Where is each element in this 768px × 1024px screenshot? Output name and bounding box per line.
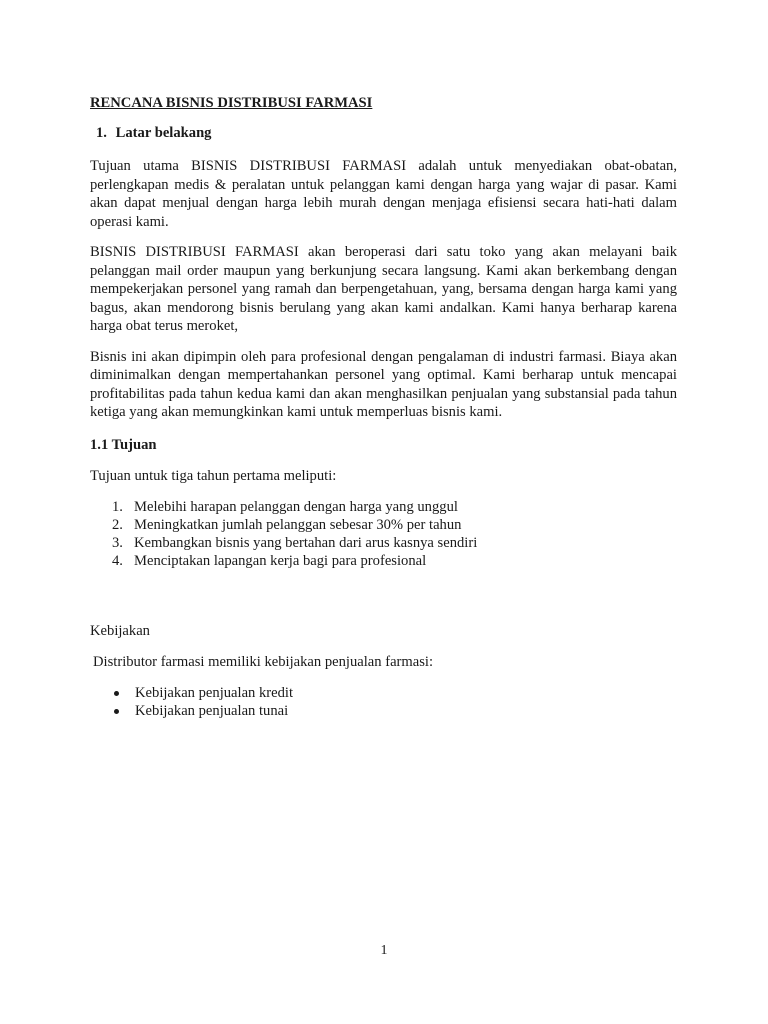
document-body: [90, 94, 677, 720]
list-item: [90, 552, 677, 570]
list-item: [90, 702, 677, 720]
section-heading-text: Latar belakang: [115, 125, 212, 141]
list-item: [90, 534, 677, 552]
policy-heading: Kebijakan: [90, 622, 150, 639]
document-title: RENCANA BISNIS DISTRIBUSI FARMASI: [90, 95, 373, 111]
goals-intro: Tujuan untuk tiga tahun pertama meliputi:: [90, 467, 337, 484]
list-item-text: Menciptakan lapangan kerja bagi para profesional: [134, 552, 427, 569]
section-heading-latar-belakang: [90, 124, 677, 142]
list-item: [90, 684, 677, 702]
list-item: [90, 498, 677, 516]
paragraph: BISNIS DISTRIBUSI FARMASI akan beroperasi dari satu toko yang akan melayani baik pelanggan mail order maupun yang berkunjung secara langsung. Kami akan berkembang dengan mempekerjakan personel yang ramah dan berpengetahuan, yang, bersama dengan harga kami yang bagus, akan mendorong bisnis berulang yang akan kami andalkan. Kami hanya berharap karena harga obat terus meroket,: [90, 244, 677, 334]
section-heading-tujuan: 1.1 Tujuan: [90, 436, 157, 453]
list-item-text: Meningkatkan jumlah pelanggan sebesar 30% per tahun: [134, 516, 462, 533]
list-item-number: 1.: [112, 498, 123, 515]
list-item-text: Kebijakan penjualan kredit: [135, 684, 294, 701]
list-item-number: 2.: [112, 516, 123, 533]
bullet-icon: [114, 691, 119, 696]
list-item-text: Kembangkan bisnis yang bertahan dari arus kasnya sendiri: [134, 534, 478, 551]
paragraph: Bisnis ini akan dipimpin oleh para profesional dengan pengalaman di industri farmasi. Biaya akan diminimalkan dengan mempertahankan personel yang optimal. Kami berharap untuk mencapai profitabilitas pada tahun kedua kami dan akan menghasilkan penjualan yang substansial pada tahun ketiga yang akan memungkinkan kami untuk memperluas bisnis kami.: [90, 348, 677, 420]
goals-list: [90, 498, 677, 570]
page-number: 1: [380, 943, 388, 958]
paragraph: Tujuan utama BISNIS DISTRIBUSI FARMASI adalah untuk menyediakan obat-obatan, perlengkapan medis & peralatan untuk pelanggan kami dengan harga yang wajar di pasar. Kami akan dapat menjual dengan harga lebih murah dengan menjaga efisiensi secara hati-hati dalam operasi kami.: [90, 158, 677, 230]
list-item-number: 3.: [112, 534, 123, 551]
section-number: 1.: [96, 125, 107, 141]
list-item-number: 4.: [112, 552, 123, 569]
bullet-icon: [114, 709, 119, 714]
policy-intro: Distributor farmasi memiliki kebijakan penjualan farmasi:: [93, 653, 434, 670]
list-item-text: Kebijakan penjualan tunai: [135, 702, 289, 719]
policy-list: [90, 684, 677, 720]
list-item: [90, 516, 677, 534]
list-item-text: Melebihi harapan pelanggan dengan harga yang unggul: [134, 498, 458, 515]
